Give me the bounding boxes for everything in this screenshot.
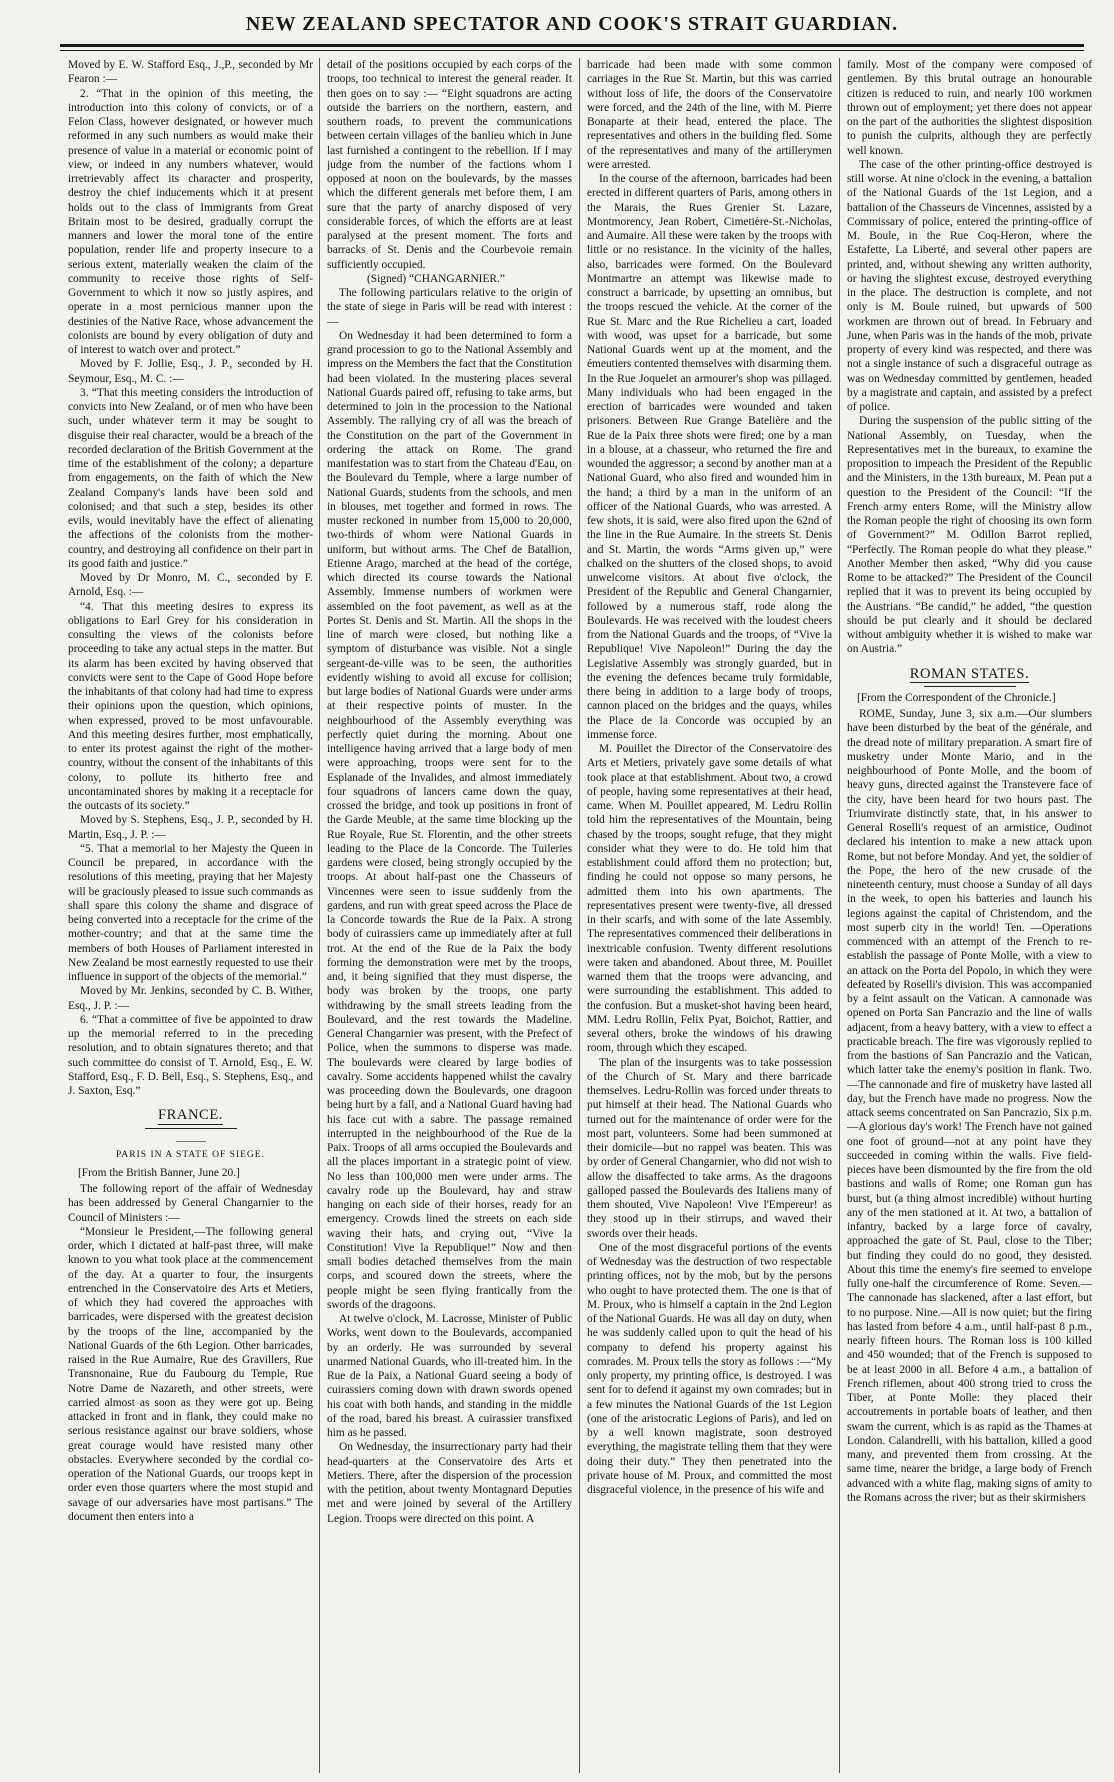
article-paragraph: During the suspension of the public sitting of the National Assembly, on Tuesday, when the Representatives met in the bureaux, to examine the proposition to impeach the President of the Republic and the Ministers, in the 13th bureaux, M. Pean put a question to the President of the Council: “If the French army enters Rome, will the Ministry allow the Roman people the right of choosing its own form of Government?” M. Odillon Barrot replied, “Perfectly. The Roman people do what they please.” Another Member then asked, “Why did you cause Rome to be attacked?” The President of the Council replied that it was to prevent its being occupied by the Austrians. “Be candid,” he added, “the question should be put clearly and it should be declared without ambiguity whether it is wished to make war on Austria.”: [847, 415, 1092, 656]
article-paragraph: barricade had been made with some common carriages in the Rue St. Martin, but this was carried without loss of life, the doors of the Conservatoire were forced, and the 24th of the line, with M. Pierre Bonaparte at their head, entered the place. The representatives and others in the building fled. Some of the representatives and many of the artillerymen were arrested.: [587, 59, 832, 171]
signature-line: (Signed) “CHANGARNIER.”: [367, 272, 505, 285]
column-divider: [839, 58, 840, 1773]
article-paragraph: In the course of the afternoon, barricades had been erected in different quarters of Paris, among others in the Marais, the Rues Grenier St. Lazare, Montmorency, Jean Robert, Cimetière-St.-Nicholas, and Aumaire. All these were taken by the troops with little or no resistance. In the vicinity of the halles, also, barricades were formed. On the Boulevard Montmartre an attempt was likewise made to construct a barricade, by upsetting an omnibus, but the troops rescued the vehicle. At the corner of the Rue St. Marc and the Rue Richelieu a cart, loaded with wood, was upset for a barricade, but some National Guards went up at the moment, and the émeutiers contented themselves with disarming them. In the Rue Joquelet an armourer's shop was pillaged. Many individuals who had been engaged in the erection of barricades were wounded and taken prisoners. Between Rue Grange Batelière and the Rue de la Paix three shots were fired; one by a man in a blouse, at a chasseur, who returned the fire and wounded the aggressor; a second by another man at a National Guard, who also fired and wounded him in the hand; a third by a man in the uniform of an officer of the National Guards, who was arrested. A few shots, it is said, were also fired upon the 62nd of the line in the Rue Aumaire. In the streets St. Denis and St. Martin, the words “Arms given up,” were chalked on the shutters of the closed shops, to avoid unwelcome visitors. At about five o'clock, the President of the Republic and General Changarnier, followed by a numerous staff, rode along the Boulevards. He was received with the loudest cheers from the National Guards and the troops, of “Vive la Republique! Vive Napoleon!” During the day the Legislative Assembly was strongly guarded, but in the evening the defences became truly formidable, there being in addition to a large body of troops, cannon placed on the bridges and the quays, whiles the Place de la Concorde was occupied by an immense force.: [587, 173, 832, 741]
resolution-paragraph: 6. “That a committee of five be appointed to draw up the memorial referred to in the preceding resolution, and to obtain signatures thereto; and that such committee do consist of T. Arnold, Esq., E. W. Stafford, Esq., F. D. Bell, Esq., S. Stephens, Esq., and J. Saxton, Esq.”: [68, 1013, 313, 1097]
motion-line: Moved by E. W. Stafford Esq., J.,P., seconded by Mr Fearon :—: [68, 59, 313, 86]
resolution-paragraph: 2. “That in the opinion of this meeting, the introduction into this colony of convicts, or of a Felon Class, however designated, or however much reformed in any such numbers as would make their presence of value in a material or economic point of view, or indeed in any numbers whatever, would irretrievably affect its character and prosperity, destroy the chief inducements which it at present holds out to the class of Immigrants from Great Britain most to be desired, gradually corrupt the manners and lower the moral tone of the entire population, render life and property insecure to a serious extent, materially weaken the claim of the community to receive those rights of Self-Government to which it now so justly aspires, and operate in a most pernicious manner upon the destinies of the Native Race, whose advancement the colonists are bound by every obligation of duty and of interest to watch over and protect.”: [68, 87, 313, 356]
section-heading-france: FRANCE.: [68, 1108, 313, 1128]
article-paragraph: One of the most disgraceful portions of the events of Wednesday was the destruction of two respectable printing offices, not by the mob, but by the persons who ought to have protected them. The one is that of M. Proux, who is himself a captain in the 2nd Legion of the National Guards. He was all day on duty, when he was suddenly called upon to quit the head of his company to defend his property against his comrades. M. Proux tells the story as follows :—“My only property, my printing office, is destroyed. I was sent for to defend it against my own comrades; but in a few minutes the National Guards of the 1st Legion (one of the aristocratic Legions of Paris), and led on by a well known magistrate, soon destroyed everything, the magistrate telling them that they were doing their duty.” They then penetrated into the private house of M. Proux, and committed the most disgraceful violence, in the presence of his wife and: [587, 1241, 832, 1496]
article-source: [From the Correspondent of the Chronicle.]: [857, 691, 1056, 704]
resolution-paragraph: 3. “That this meeting considers the introduction of convicts into New Zealand, or of men who have been such, under whatever term it may be sought to disguise their real character, would be a breach of the recorded declaration of the British Government at the time of the establishment of the colony; a departure from engagements, on the faith of which the New Zealand Company's lands have been sold and colonised; and that such a step, besides its other evils, would inevitably have the effect of alienating the affections of the colonists from the mother-country, and destroying all confidence on their part in its good faith and justice.”: [68, 386, 313, 570]
article-paragraph: At twelve o'clock, M. Lacrosse, Minister of Public Works, went down to the Boulevards, accompanied by an orderly. He was surrounded by several unarmed National Guards, who ill-treated him. In the Rue de la Paix, a National Guard seeing a body of cuirassiers coming down with drawn swords opened his coat with both hands, and standing in the middle of the road, bared his breast. A cuirassier transfixed him as he passed.: [327, 1313, 572, 1439]
column-2: [327, 58, 572, 1773]
resolution-paragraph: “5. That a memorial to her Majesty the Queen in Council be prepared, in accordance with the resolutions of this meeting, praying that her Majesty will be graciously pleased to issue such commands as shall spare this colony the shame and disgrace of being converted into a receptacle for the crime of the mother-country; and that at the same time the members of both Houses of Parliament interested in New Zealand be most earnestly requested to use their influence in support of the objects of the memorial.”: [68, 842, 313, 983]
column-divider: [579, 58, 580, 1773]
column-3: [587, 58, 832, 1773]
masthead-rule: [60, 44, 1084, 47]
motion-line: Moved by F. Jollie, Esq., J. P., seconded by H. Seymour, Esq., M. C. :—: [68, 358, 313, 385]
article-subheading: PARIS IN A STATE OF SIEGE.: [68, 1141, 313, 1162]
article-paragraph: ROME, Sunday, June 3, six a.m.—Our slumbers have been disturbed by the beat of the générale, and the dread note of military preparation. A smart fire of musketry under Monte Mario, and in the neighbourhood of Ponte Molle, and the boom of heavy guns, directed against the Transtevere face of the city, have been heard for two hours past. The Triumvirate distinctly state, that, in his answer to General Roselli's request of an armistice, Oudinot declared his intention to make a new attack upon Rome, but not before Monday. And yet, the soldier of the Pope, the hero of the new crusade of the nineteenth century, must choose a Sunday of all days in the week, to open his batteries and launch his legions against the capital of Christendom, and the most superb city in the world! Ten. —Operations commenced with an attempt of the French to re-establish the passage of Ponte Molle, with a view to an attack on the Porta del Popolo, in which they were defeated by Roselli's division. This was accompanied by a feint assault on the Vatican. A cannonade was opened on Porta San Pancrazio and the line of walls adjacent, from a heavy battery, with a view to effect a practicable breach. The fire was vigorously replied to from the bastions of San Pancrazio and the Vatican, which latter take the enemy's position in flank. Two.—The cannonade and fire of musketry have lasted all day, but the French have made no progress. Now the attack seems concentrated on San Pancrazio, Six p.m.—A glorious day's work! The French have not gained one foot of ground—not at any point have they succeeded in coming within the walls. Five field-pieces have been dismounted by the fire from the old bastions and walls of Rome; one Roman gun has burst, but (a thing almost incredible) without hurting any of the men stationed at it. At two, a battalion of infantry, backed by a large force of cavalry, approached the gate of St. Paul, close to the Tiber; but finding they could do no good, they desisted. About this time the enemy's fire seemed to envelope fully one-half the circumference of Rome. Seven.—The cannonade has slackened, after a last effort, but to no purpose. Nine.—All is now quiet; but the firing has lasted from before 4 a.m., until half-past 8 p.m., nearly fifteen hours. The Roman loss is 100 killed and 450 wounded; that of the French is supposed to be at least 2000 in all. Before 4 a.m., a battalion of French riflemen, about 400 strong tried to cross the Tiber, at Ponte Molle: they placed their accoutrements in portable boats of leather, and then swam the current, which is as rapid as the Thames at London. Calandrelli, with his battalion, killed a good many, and prevented them from crossing. At the same time, nearer the bridge, a large body of French advanced with a white flag, making signs of amity to the Romans across the river; but as their skirmishers: [847, 708, 1092, 1504]
article-paragraph: family. Most of the company were composed of gentlemen. By this brutal outrage an honourable citizen is reduced to ruin, and nearly 100 workmen thrown out of employment; yet there does not appear on the part of the authorities the slightest disposition to punish the culprits, although they are perfectly well known.: [847, 59, 1092, 157]
motion-line: Moved by S. Stephens, Esq., J. P., seconded by H. Martin, Esq., J. P. :—: [68, 814, 313, 841]
section-heading-roman-states: ROMAN STATES.: [847, 667, 1092, 687]
motion-line: Moved by Mr. Jenkins, seconded by C. B. Wither, Esq., J. P. :—: [68, 985, 313, 1012]
article-paragraph: “Monsieur le President,—The following general order, which I dictated at half-past three, will make known to you what took place at the commencement of the day. At a quarter to four, the insurgents entrenched in the Conservatoire des Arts et Metiers, of which they had covered the approaches with barricades, were dispersed with the greatest decision by the troops of the line, accompanied by the National Guards of the 6th Legion. Other barricades, raised in the Rue Aumaire, Rue des Gravillers, Rue Transnonaine, Rue du Faubourg du Temple, Rue Notre Dame de Nazareth, and other streets, were carried almost as soon as they were got up. Being attacked in front and in flank, they could make no serious resistance against our brave soldiers, whose great courage would have resisted many other obstacles. Everywhere seconded by the cordial co-operation of the National Guards, our troops kept in order even those quarters where the most stupid and savage of our adversaries have most partisans.” The document then enters into a: [68, 1225, 313, 1523]
article-paragraph: On Wednesday it had been determined to form a grand procession to go to the National Assembly and impress on the Members the fact that the Constitution had been violated. In the mustering places several National Guards paired off, refusing to take arms, but determined to join in the procession to the National Assembly. The rallying cry of all was the breach of the Constitution on the part of the Government in ordering the attack on Rome. The grand manifestation was to start from the Chateau d'Eau, on the Boulevard du Temple, where a large number of National Guards, students from the schools, and men in blouses, met together and formed in rows. The muster reckoned in number from 15,000 to 20,000, two-thirds of whom were National Guards in uniform, but without arms. The Chef de Batallion, Etienne Arago, marched at the head of the cortége, which directed its course towards the National Assembly. Immense numbers of workmen were assembled on the foot pavement, as well as at the Portes St. Denis and St. Martin. All the shops in the line of march were closed, but nothing like a symptom of disturbance was visible. Not a single sergeant-de-ville was to be seen, the authorities evidently wishing to avoid all excuse for collision; but large bodies of National Guards were under arms at their respective points of muster. In the neighbourhood of the Assembly everything was perfectly quiet during the morning. About one intelligence having arrived that a large body of men were approaching, troops were sent for to the Esplanade of the Invalides, and almost immediately four squadrons of lancers came down the quay, crossed the bridge, and took up positions in front of the Garde Meuble, at the same time blocking up the Rue Royale, Rue St. Florentin, and the other streets leading to the Place de la Concorde. The Tuileries gardens were closed, being strongly occupied by the troops. At about half-past one the Chasseurs of Vincennes were seen to issue suddenly from the gardens, and run with great speed across the Place de la Concorde towards the Rue de la Paix. A strong body of cuirassiers came up immediately after at full trot. At the end of the Rue de la Paix the body forming the demonstration were met by the troops, and, it being signified that they must disperse, the body was broken by the troops, one party withdrawing by the small streets leading from the Boulevard, and the rest towards the Madeline. General Changarnier was present, with the Prefect of Police, when the summons to disperse was made. The boulevards were cleared by large bodies of cavalry. Some accidents happened whilst the cavalry was proceeding down the Boulevards, one dragoon being hurt by a fall, and a National Guard having had his face cut with a sabre. The passage remained interrupted in the neighbourhood of the Rue de la Paix. Troops of all arms occupied the Boulevards and all the places important in a strategic point of view. No less than 100,000 men were under arms. The cavalry rode up the Boulevard, hay and straw hanging on each side of their horses, ready for an emergency. Crowds lined the streets on each side waving their hats, and crying out, “Vive la Constitution! Vive la Republique!” Now and then small bodies detached themselves from the main corps, and scoured down the streets, where the people might be seen flying frantically from the swords of the dragoons.: [327, 329, 572, 1311]
masthead-rule-thin: [60, 50, 1084, 51]
article-paragraph: On Wednesday, the insurrectionary party had their head-quarters at the Conservatoire des Arts et Metiers. There, after the dispersion of the procession with the petition, about twenty Montagnard Deputies met and were joined by several of the Artillery Legion. Troops were directed on this point. A: [327, 1441, 572, 1525]
column-4: [847, 58, 1092, 1773]
article-paragraph: The following particulars relative to the origin of the state of siege in Paris will be read with interest :—: [327, 287, 572, 328]
article-paragraph: The following report of the affair of Wednesday has been addressed by General Changarnier to the Council of Ministers :—: [68, 1183, 313, 1224]
masthead-title: NEW ZEALAND SPECTATOR AND COOK'S STRAIT GUARDIAN.: [245, 13, 899, 35]
column-1: [68, 58, 313, 1773]
article-source: [From the British Banner, June 20.]: [78, 1166, 240, 1179]
article-paragraph: The case of the other printing-office destroyed is still worse. At nine o'clock in the evening, a battalion of the National Guards of the 1st Legion, and a battalion of the Chasseurs de Vincennes, assisted by a Commissary of police, entered the printing-office of M. Boule, in the Rue Coq-Heron, where the Estafette, La Liberté, and several other papers are printed, and, without shewing any written authority, or having the slightest excuse, destroyed everything in the place. The destruction is complete, and not only is M. Boule ruined, but upwards of 500 workmen are thrown out of bread. In February and June, when Paris was in the hands of the mob, private property of every kind was respected, and there was not a single instance of such a disgraceful outrage as was on Wednesday committed by gentlemen, headed by a magistrate and captain, and assisted by a prefect of police.: [847, 158, 1092, 413]
article-paragraph: M. Pouillet the Director of the Conservatoire des Arts et Metiers, privately gave some details of what took place at that establishment. About two, a crowd of people, having some representatives at their head, came. When M. Pouillet appeared, M. Ledru Rollin told him the representatives of the Mountain, being chased by the troops, sought refuge, that they might consider what they were to do. He told him that establishment could afford them no protection; but, finding he could not oppose so many persons, he admitted them into his own apartments. The representatives present were twenty-five, all dressed in their scarfs, and with some of the late Assembly. The representatives commenced their deliberations in inextricable confusion. Twenty different resolutions were taken and abandoned. About three, M. Pouillet warned them that the troops were advancing, and were surrounding the establishment. This added to the confusion. But a musket-shot having been heard, MM. Ledru Rollin, Felix Pyat, Boichot, Rattier, and several others, broke the windows of his drawing room, through which they escaped.: [587, 743, 832, 1055]
column-divider: [319, 58, 320, 1773]
article-paragraph: detail of the positions occupied by each corps of the troops, too technical to interest the general reader. It then goes on to say :— “Eight squadrons are acting outside the barriers on the northern, eastern, and southern roads, to prevent the communications between certain villages of the banlieu which in June last furnished a contingent to the rebellion. If I may judge from the number of the factions whom I opposed at noon on the boulevards, by the masses which the different generals met before them, I am sure that the party of anarchy disposed of very considerable forces, of which the efforts are at least paralysed at the present moment. The forts and barracks of St. Denis and the Courbevoie remain sufficiently occupied.: [327, 59, 572, 271]
article-paragraph: The plan of the insurgents was to take possession of the Church of St. Mary and there barricade themselves. Ledru-Rollin was forced under threats to put himself at their head. The National Guards who turned out for the maintenance of order were for the most part, volunteers. Some had been summoned at their domicile—but no rappel was beaten. This was by order of General Changarnier, who did not wish to allow the disaffected to take arms. As the dragoons galloped passed the Boulevards des Italiens many of them shouted, Vive Napoleon! Vive l'Empereur! as they stood up in their stirrups, and waved their swords over their heads.: [587, 1056, 832, 1240]
resolution-paragraph: “4. That this meeting desires to express its obligations to Earl Grey for his consideration in consulting the views of the colonists before proceeding to take any actual steps in the matter. But its alarm has been excited by having observed that convicts were sent to the Cape of Good Hope before the inhabitants of that colony had had time to express their opinions upon the question, which opinions, when expressed, proved to be most unfavourable. And this meeting desires further, most emphatically, to enter its protest against the right of the mother-country, without the consent of the inhabitants of this colony, to pollute its hitherto free and uncontaminated shores by making it a receptacle for the outcasts of its society.”: [68, 600, 313, 812]
motion-line: Moved by Dr Monro, M. C., seconded by F. Arnold, Esq. :—: [68, 572, 313, 599]
